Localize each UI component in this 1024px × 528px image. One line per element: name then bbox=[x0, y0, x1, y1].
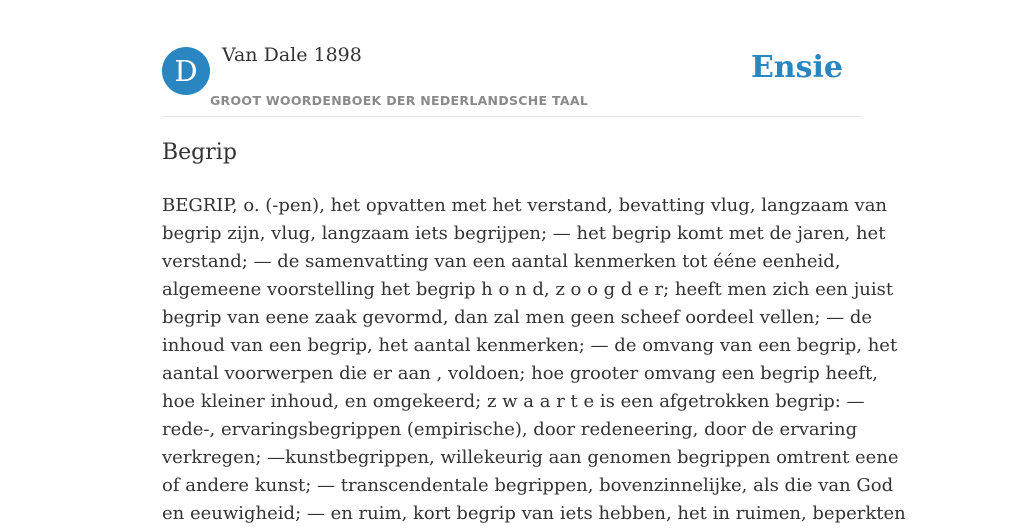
dictionary-name[interactable]: Van Dale 1898 bbox=[222, 44, 362, 66]
entry-title: Begrip bbox=[162, 140, 237, 165]
dictionary-subtitle: GROOT WOORDENBOEK DER NEDERLANDSCHE TAAL bbox=[210, 93, 589, 108]
definition-line: begrip van eene zaak gevormd, dan zal men geen scheef oordeel vellen; — de bbox=[162, 307, 873, 328]
definition-line: rede-, ervaringsbegrippen (empirische), door redeneering, door de ervaring bbox=[162, 419, 858, 440]
ensie-logo[interactable]: Ensie bbox=[750, 50, 843, 85]
definition-line: en eeuwigheid; — en ruim, kort begrip van iets hebben, het in ruimen, beperkten bbox=[162, 503, 906, 524]
entry-definition bbox=[162, 192, 906, 528]
dictionary-logo[interactable]: D bbox=[162, 47, 210, 95]
definition-line: verkregen; —kunstbegrippen, willekeurig aan genomen begrippen omtrent eene bbox=[162, 447, 899, 468]
definition-line: of andere kunst; — transcendentale begrippen, bovenzinnelijke, als die van God bbox=[162, 475, 894, 496]
definition-line: hoe kleiner inhoud, en omgekeerd; z w a a r t e is een afgetrokken begrip: — bbox=[162, 391, 865, 412]
definition-line: inhoud van een begrip, het aantal kenmerken; — de omvang van een begrip, het bbox=[162, 335, 898, 356]
definition-line: aantal voorwerpen die er aan , voldoen; hoe grooter omvang een begrip heeft, bbox=[162, 363, 879, 384]
definition-line: algemeene voorstelling het begrip h o n d, z o o g d e r; heeft men zich een juist bbox=[162, 279, 894, 300]
dictionary-header bbox=[162, 0, 862, 117]
definition-line: BEGRIP, o. (-pen), het opvatten met het verstand, bevatting vlug, langzaam van bbox=[162, 195, 888, 216]
definition-line: verstand; — de samenvatting van een aantal kenmerken tot ééne eenheid, bbox=[162, 251, 841, 272]
definition-line: begrip zijn, vlug, langzaam iets begrijpen; — het begrip komt met de jaren, het bbox=[162, 223, 886, 244]
